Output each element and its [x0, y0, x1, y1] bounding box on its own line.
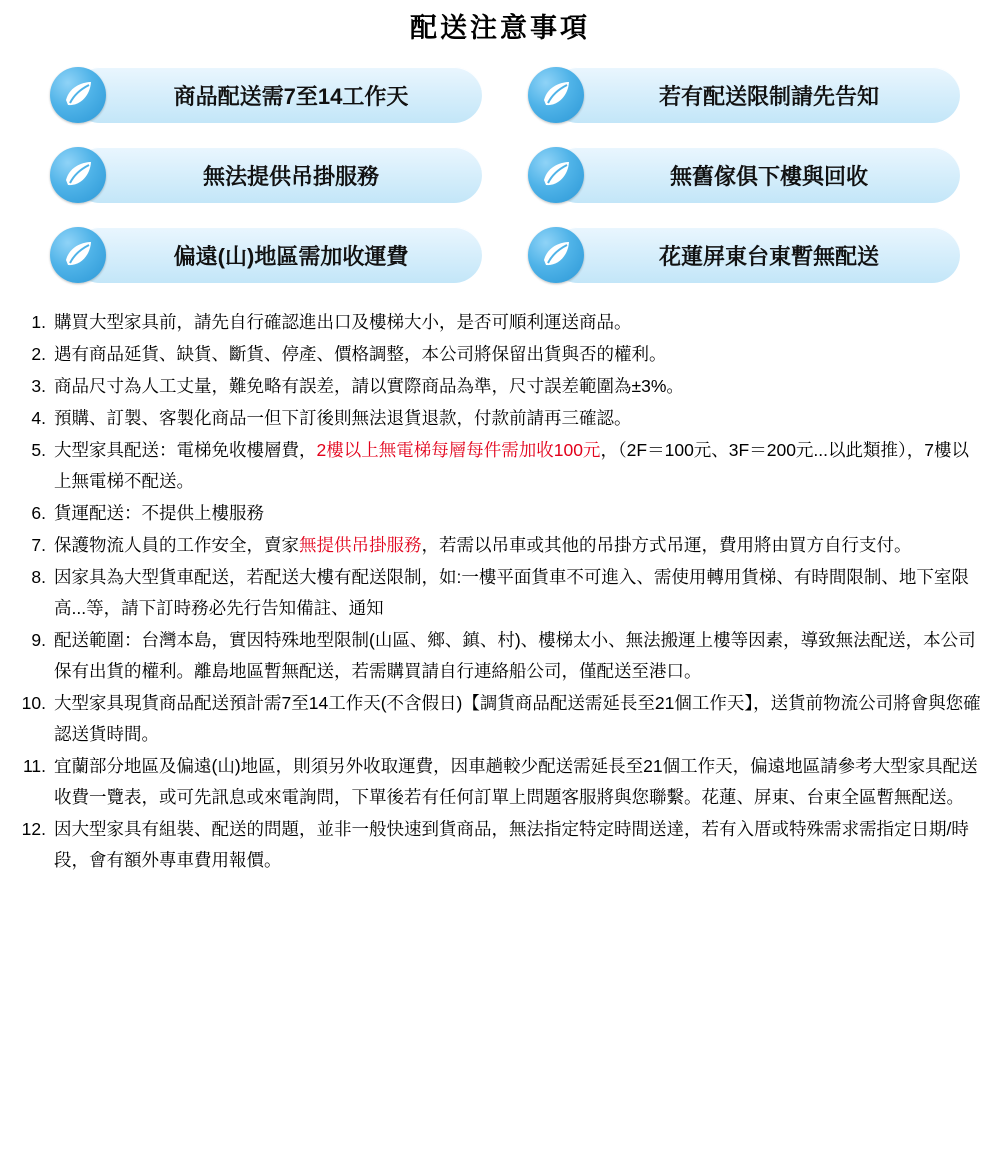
- page-title: [0, 0, 1000, 55]
- leaf-check-icon: [50, 67, 106, 123]
- note-text: 貨運配送：不提供上樓服務: [54, 503, 264, 523]
- note-text: 購買大型家具前，請先自行確認進出口及樓梯大小，是否可順利運送商品。: [54, 312, 632, 332]
- note-item: [14, 814, 986, 876]
- note-text: 保護物流人員的工作安全，賣家: [54, 535, 299, 555]
- badge-item-4: [528, 147, 960, 203]
- badge-label: 若有配送限制請先告知: [658, 83, 879, 109]
- note-highlight-text: 2樓以上無電梯每層每件需加收100元: [316, 440, 601, 460]
- note-text: 因大型家具有組裝、配送的問題，並非一般快速到貨商品，無法指定特定時間送達，若有入厝或特殊需求需指定日期/時段，會有額外專車費用報價。: [54, 819, 969, 870]
- note-text: ，若需以吊車或其他的吊掛方式吊運，費用將由買方自行支付。: [421, 535, 912, 555]
- note-text: 預購、訂製、客製化商品一但下訂後則無法退貨退款，付款前請再三確認。: [54, 408, 632, 428]
- leaf-check-icon: [50, 147, 106, 203]
- note-item: [14, 403, 986, 434]
- note-item: [14, 530, 986, 561]
- badge-item-2: [528, 67, 960, 123]
- leaf-check-icon: [528, 67, 584, 123]
- note-item: [14, 498, 986, 529]
- badge-label: 無舊傢俱下樓與回收: [669, 163, 868, 189]
- note-item: [14, 688, 986, 750]
- badge-label: 偏遠(山)地區需加收運費: [173, 243, 409, 269]
- note-item: [14, 562, 986, 624]
- note-item: [14, 625, 986, 687]
- note-item: [14, 339, 986, 370]
- note-text: 大型家具現貨商品配送預計需7至14工作天(不含假日)【調貨商品配送需延長至21個工作天】，送貨前物流公司將會與您確認送貨時間。: [54, 693, 981, 744]
- note-item: [14, 371, 986, 402]
- badge-item-1: [50, 67, 482, 123]
- notes-list: [0, 307, 1000, 876]
- badge-item-5: [50, 227, 482, 283]
- leaf-check-icon: [50, 227, 106, 283]
- note-item: [14, 751, 986, 813]
- note-highlight-text: 無提供吊掛服務: [299, 535, 422, 555]
- note-text: 遇有商品延貨、缺貨、斷貨、停產、價格調整，本公司將保留出貨與否的權利。: [54, 344, 667, 364]
- note-text: 因家具為大型貨車配送，若配送大樓有配送限制，如:一樓平面貨車不可進入、需使用轉用貨梯、有時間限制、地下室限高...等，請下訂時務必先行告知備註、通知: [54, 567, 969, 618]
- note-text: 大型家具配送：電梯免收樓層費，: [54, 440, 317, 460]
- badge-label: 商品配送需7至14工作天: [173, 83, 409, 109]
- badge-item-6: [528, 227, 960, 283]
- note-text: 配送範圍：台灣本島，實因特殊地型限制(山區、鄉、鎮、村)、樓梯太小、無法搬運上樓等因素，導致無法配送，本公司保有出貨的權利。離島地區暫無配送，若需購買請自行連絡船公司，僅配送至港口。: [54, 630, 976, 681]
- leaf-check-icon: [528, 227, 584, 283]
- note-item: [14, 307, 986, 338]
- badge-item-3: [50, 147, 482, 203]
- badge-grid: [0, 55, 1000, 301]
- note-text: 宜蘭部分地區及偏遠(山)地區，則須另外收取運費，因車趟較少配送需延長至21個工作天，偏遠地區請參考大型家具配送收費一覽表，或可先訊息或來電詢問，下單後若有任何訂單上問題客服將與您聯繫。花蓮、屏東、台東全區暫無配送。: [54, 756, 978, 807]
- leaf-check-icon: [528, 147, 584, 203]
- page-title-text: 配送注意事項: [410, 13, 590, 43]
- note-text: ，（2F＝100元、3F＝200元...以此類推），7樓以上無電梯不配送。: [54, 440, 969, 491]
- note-text: 商品尺寸為人工丈量，難免略有誤差，請以實際商品為準，尺寸誤差範圍為±3%。: [54, 376, 684, 396]
- note-item: [14, 435, 986, 497]
- badge-label: 無法提供吊掛服務: [202, 163, 379, 189]
- badge-label: 花蓮屏東台東暫無配送: [658, 243, 879, 269]
